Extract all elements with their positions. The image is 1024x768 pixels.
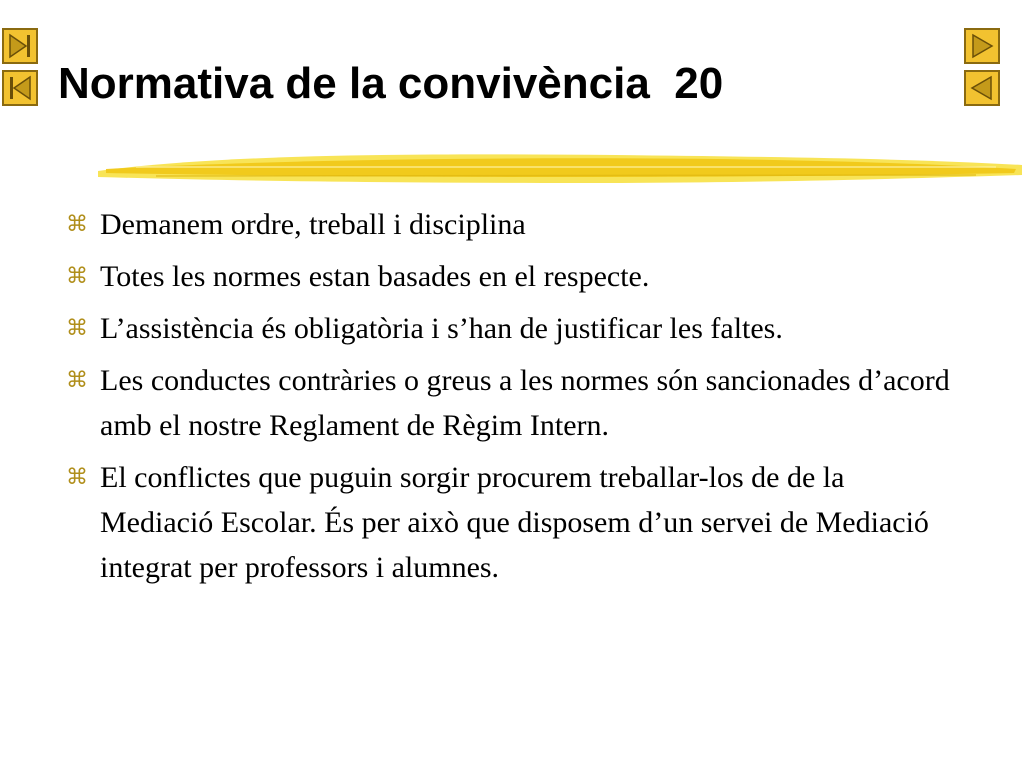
command-bullet-icon: ⌘ [66,264,88,289]
next-slide-button[interactable] [964,28,1000,64]
list-item [60,254,960,299]
first-slide-button[interactable] [2,70,38,106]
bullet-text: Totes les normes estan basades en el respecte. [100,260,650,293]
command-bullet-icon: ⌘ [66,316,88,341]
bullet-text: L’assistència és obligatòria i s’han de justificar les faltes. [100,312,783,345]
bullet-text: El conflictes que puguin sorgir procurem treballar-los de de la Mediació Escolar. És per això que disposem d’un servei de Mediació integrat per professors i alumnes. [100,461,929,584]
bullet-text: Les conductes contràries o greus a les normes són sancionades d’acord amb el nostre Reglament de Règim Intern. [100,364,950,442]
list-item [60,306,960,351]
skip-to-end-icon [6,32,34,60]
skip-to-start-icon [6,74,34,102]
list-item [60,455,960,590]
list-item [60,202,960,247]
list-item [60,358,960,448]
brush-stroke-divider [96,145,1024,191]
last-slide-button[interactable] [2,28,38,64]
slide-title: Normativa de la convivència 20 [58,59,724,108]
previous-slide-button[interactable] [964,70,1000,106]
bullet-list [60,202,960,597]
command-bullet-icon: ⌘ [66,465,88,490]
bullet-text: Demanem ordre, treball i disciplina [100,208,526,241]
command-bullet-icon: ⌘ [66,368,88,393]
play-previous-icon [968,74,996,102]
play-next-icon [968,32,996,60]
command-bullet-icon: ⌘ [66,212,88,237]
